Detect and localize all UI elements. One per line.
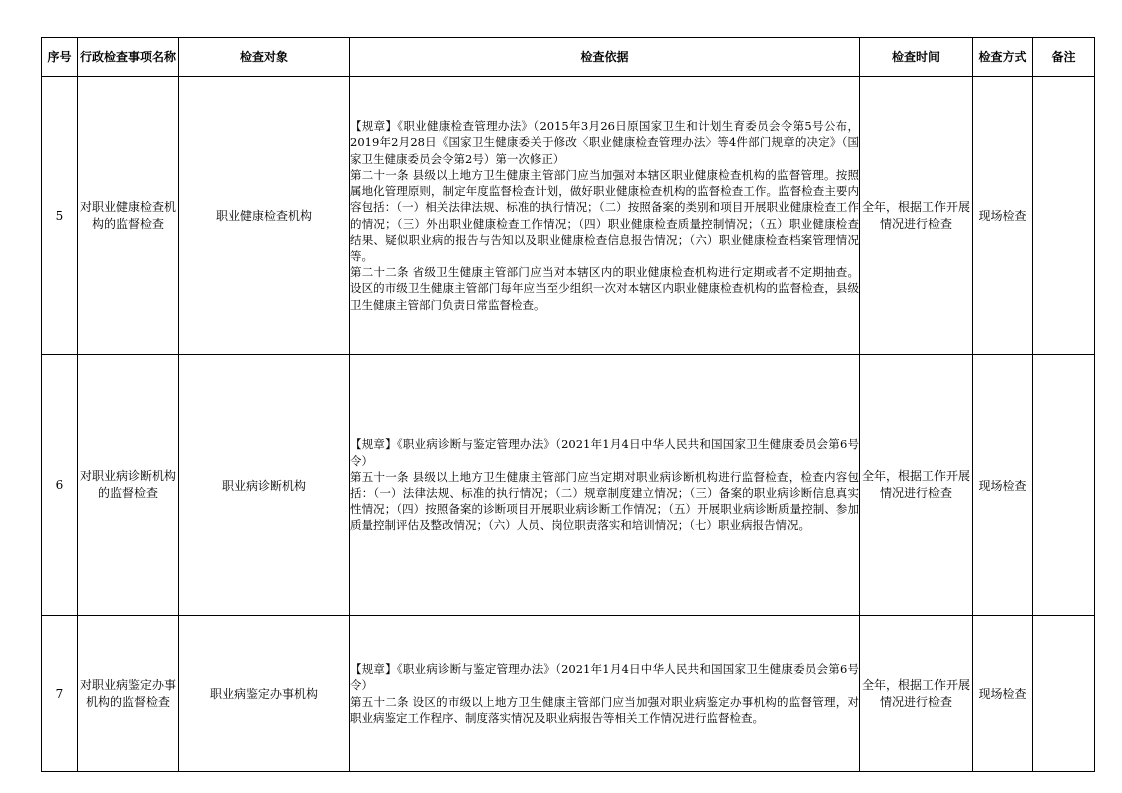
- basis-paragraph: 【规章】《职业病诊断与鉴定管理办法》（2021年1月4日中华人民共和国国家卫生健康委员会第6号令）: [350, 662, 859, 693]
- row-number: 7: [42, 616, 78, 772]
- inspection-time: 全年，根据工作开展情况进行检查: [860, 355, 973, 616]
- table-row: [42, 616, 1095, 772]
- table-row: [42, 77, 1095, 355]
- inspection-time: 全年，根据工作开展情况进行检查: [860, 616, 973, 772]
- inspection-basis: [350, 355, 860, 616]
- basis-paragraph: 第二十一条 县级以上地方卫生健康主管部门应当加强对本辖区职业健康检查机构的监督管理。按照属地化管理原则，制定年度监督检查计划，做好职业健康检查机构的监督检查工作。监督检查主要内容包括：（一）相关法律法规、标准的执行情况；（二）按照备案的类别和项目开展职业健康检查工作的情况；（三）外出职业健康检查工作情况；（四）职业健康检查质量控制情况；（五）职业健康检查结果、疑似职业病的报告与告知以及职业健康检查信息报告情况；（六）职业健康检查档案管理情况等。: [350, 167, 859, 263]
- inspection-time: 全年，根据工作开展情况进行检查: [860, 77, 973, 355]
- header-item: 行政检查事项名称: [78, 38, 179, 77]
- header-object: 检查对象: [179, 38, 350, 77]
- basis-paragraph: 第五十一条 县级以上地方卫生健康主管部门应当定期对职业病诊断机构进行监督检查，检查内容包括：（一）法律法规、标准的执行情况；（二）规章制度建立情况；（三）备案的职业病诊断信息真实性情况；（四）按照备案的诊断项目开展职业病诊断工作情况；（五）开展职业病诊断质量控制、参加质量控制评估及整改情况；（六）人员、岗位职责落实和培训情况；（七）职业病报告情况。: [350, 469, 859, 533]
- inspection-object: 职业病诊断机构: [179, 355, 350, 616]
- inspection-note: [1033, 355, 1095, 616]
- basis-paragraph: 【规章】《职业病诊断与鉴定管理办法》（2021年1月4日中华人民共和国国家卫生健康委员会第6号令）: [350, 437, 859, 468]
- inspection-item: 对职业病鉴定办事机构的监督检查: [78, 616, 179, 772]
- row-number: 5: [42, 77, 78, 355]
- header-note: 备注: [1033, 38, 1095, 77]
- inspection-object: 职业健康检查机构: [179, 77, 350, 355]
- inspection-method: 现场检查: [973, 616, 1033, 772]
- basis-paragraph: 【规章】《职业健康检查管理办法》（2015年3月26日原国家卫生和计划生育委员会令第5号公布，2019年2月28日《国家卫生健康委关于修改〈职业健康检查管理办法〉等4件部门规章的决定》（国家卫生健康委员会令第2号）第一次修正）: [350, 119, 859, 166]
- row-number: 6: [42, 355, 78, 616]
- header-row: [42, 38, 1095, 77]
- header-no: 序号: [42, 38, 78, 77]
- basis-paragraph: 第二十二条 省级卫生健康主管部门应当对本辖区内的职业健康检查机构进行定期或者不定期抽查。设区的市级卫生健康主管部门每年应当至少组织一次对本辖区内职业健康检查机构的监督检查，县级卫生健康主管部门负责日常监督检查。: [350, 265, 859, 312]
- inspection-basis: [350, 616, 860, 772]
- inspection-note: [1033, 616, 1095, 772]
- inspection-basis: [350, 77, 860, 355]
- inspection-method: 现场检查: [973, 77, 1033, 355]
- basis-paragraph: 第五十二条 设区的市级以上地方卫生健康主管部门应当加强对职业病鉴定办事机构的监督管理，对职业病鉴定工作程序、制度落实情况及职业病报告等相关工作情况进行监督检查。: [350, 694, 859, 725]
- header-method: 检查方式: [973, 38, 1033, 77]
- inspection-item: 对职业健康检查机构的监督检查: [78, 77, 179, 355]
- table-row: [42, 355, 1095, 616]
- header-basis: 检查依据: [350, 38, 860, 77]
- inspection-object: 职业病鉴定办事机构: [179, 616, 350, 772]
- inspection-table: [41, 37, 1095, 772]
- header-time: 检查时间: [860, 38, 973, 77]
- inspection-item: 对职业病诊断机构的监督检查: [78, 355, 179, 616]
- inspection-note: [1033, 77, 1095, 355]
- inspection-method: 现场检查: [973, 355, 1033, 616]
